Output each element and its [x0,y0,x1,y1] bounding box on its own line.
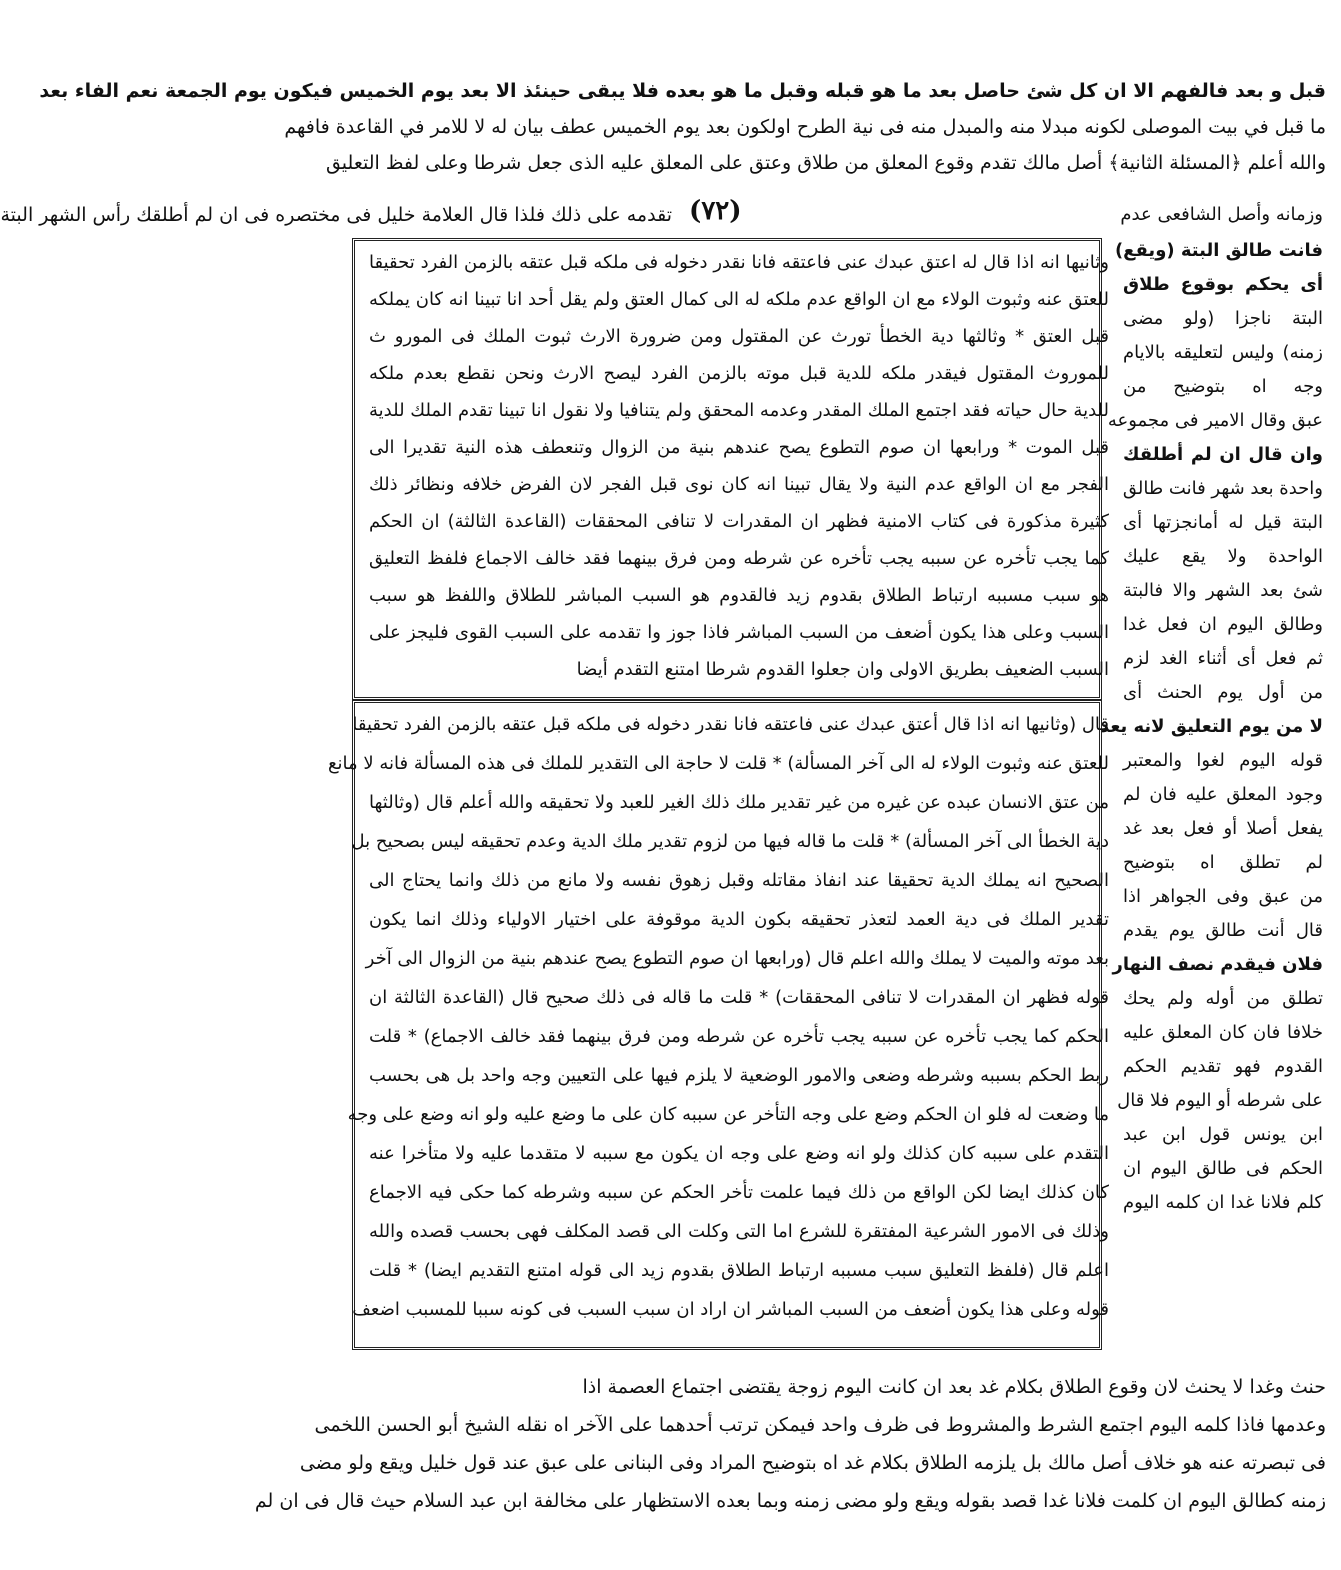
main-text-line: الفجر مع ان الواقع عدم النية ولا يقال تبينا انه كان نوى قبل الفجر لان الفرض خلافه ونظائر ذلك [369,474,1109,495]
margin-line: وطالق اليوم ان فعل غدا [1123,614,1323,635]
margin-line: وان قال ان لم أطلقك [1123,444,1323,465]
main-text-line: للدية حال حياته فقد اجتمع الملك المقدر وعدمه المحقق ولم يتنافيا ولا نقول انا تبينا تقدم الملك للدية [369,400,1109,421]
margin-line: من عبق وفى الجواهر اذا [1123,886,1323,907]
top-text-line-4: تقدمه على ذلك فلذا قال العلامة خليل فى مختصره فى ان لم أطلقك رأس الشهر البتة [0,204,672,226]
main-text-line: كما يجب تأخره عن سببه يجب تأخره عن شرطه ومن فرق بينهما فقد خالف الاجماع فلفظ التعليق [369,548,1109,569]
margin-line: فانت طالق البتة (ويقع) [1114,240,1323,261]
margin-line: خلافا فان كان المعلق عليه [1123,1022,1323,1043]
margin-line: لم تطلق اه بتوضيح [1123,852,1323,873]
top-text-line-2: ما قبل في بيت الموصلى لكونه مبدلا منه والمبدل منه فى نية الطرح اولكون بعد يوم الخميس عطف بيان له لا للامر في القاعدة فافهم [284,116,1326,138]
margin-line: من أول يوم الحنث أى [1123,682,1323,703]
margin-line: الحكم فى طالق اليوم ان [1123,1158,1323,1179]
margin-line: زمنه) وليس لتعليقه بالايام [1123,342,1323,363]
margin-line: عبق وقال الامير فى مجموعه [1107,410,1323,431]
margin-line: البتة قيل له أمانجزتها أى [1123,512,1323,533]
top-text-line-1: قبل و بعد فالفهم الا ان كل شئ حاصل بعد ما هو قبله وقبل ما هو بعده فلا يبقى حينئذ الا بعد يوم الخميس فيكون يوم الجمعة نعم الفاء بعد [39,80,1326,102]
margin-line: قال أنت طالق يوم يقدم [1123,920,1323,941]
bottom-text-line-4: زمنه كطالق اليوم ان كلمت فلانا غدا قصد بقوله ويقع ولو مضى زمنه وبما بعده الاستظهار على مخالفة ابن عبد السلام حيث قال فى ان لم [254,1490,1326,1512]
commentary-line: الصحيح انه يملك الدية تحقيقا عند انفاذ مقاتله وقبل زهوق نفسه ولا مانع من ذلك وانما يحتاج الى [369,870,1109,891]
margin-line: كلم فلانا غدا ان كلمه اليوم [1123,1192,1323,1213]
main-text-line: للعتق عنه وثبوت الولاء مع ان الواقع عدم ملكه له الى كمال العتق ولم يقل أحد انا تبينا انه كان يملكه [369,289,1109,310]
main-text-line: السبب وعلى هذا يكون أضعف من السبب المباشر فاذا جوز وا تقدمه على السبب القوى فليجز على [369,622,1109,643]
commentary-line: ما وضعت له فلو ان الحكم وضع على وجه التأخر عن سببه كان على ما وضع عليه ولو انه وضع على وجه [347,1104,1109,1125]
commentary-line: تقدير الملك فى دية العمد لتعذر تحقيقه بكون الدية موقوفة على اختيار الاولياء وذلك انما يكون [369,909,1109,930]
commentary-line: دية الخطأ الى آخر المسألة) * قلت ما قاله فيها من لزوم تقدير ملك الدية وعدم تحقيقه ليس بصحيح بل [351,831,1109,852]
main-text-line: كثيرة مذكورة فى كتاب الامنية فظهر ان المقدرات لا تنافى المحققات (القاعدة الثالثة) ان الحكم [369,511,1109,532]
commentary-line: التقدم على سببه كان كذلك ولو انه وضع على وجه ان يكون مع سببه لا متقدما عليه ولا متأخرا عنه [369,1143,1109,1164]
margin-line: وجه اه بتوضيح من [1123,376,1323,397]
commentary-line: اعلم قال (فلفظ التعليق سبب مسببه ارتباط الطلاق بقدوم زيد الى قوله امتنع التقديم ايضا) * قلت [369,1260,1109,1281]
bottom-text-line-2: وعدمها فاذا كلمه اليوم اجتمع الشرط والمشروط فى ظرف واحد فيمكن ترتب أحدهما على الآخر اه نقله الشيخ أبو الحسن اللخمى [314,1414,1326,1436]
margin-line: ثم فعل أى أثناء الغد لزم [1123,648,1323,669]
main-text-line: قبل العتق * وثالثها دية الخطأ تورث عن المقتول ومن ضرورة الارث ثبوت الملك فى المورو ث [369,326,1109,347]
commentary-line: من عتق الانسان عبده عن غيره من غير تقدير ملك ذلك الغير للعبد ولا تحقيقه والله أعلم قال (وثالثها [369,792,1109,813]
commentary-line: للعتق عنه وثبوت الولاء له الى آخر المسألة) * قلت لا حاجة الى التقدير للملك فى هذه المسألة فانه لا مانع [327,753,1109,774]
margin-line: ابن يونس قول ابن عبد [1123,1124,1323,1145]
commentary-line: ربط الحكم بسببه وشرطه وضعى والامور الوضعية لا يلزم فيها على التعيين وجه واحد بل هى بحسب [369,1065,1109,1086]
margin-line: قوله اليوم لغوا والمعتبر [1123,750,1323,771]
commentary-line: وذلك فى الامور الشرعية المفتقرة للشرع اما التى وكلت الى قصد المكلف فهى بحسب قصده والله [369,1221,1109,1242]
page-number: (٧٢) [689,196,742,226]
margin-line: يفعل أصلا أو فعل بعد غد [1123,818,1323,839]
margin-line: شئ بعد الشهر والا فالبتة [1123,580,1323,601]
main-text-line: السبب الضعيف بطريق الاولى وان جعلوا القدوم شرطا امتنع التقدم أيضا [576,659,1109,680]
main-text-line: قبل الموت * ورابعها ان صوم التطوع يصح عندهم بنية من الزوال وتنعطف هذه النية تقديرا الى [369,437,1109,458]
top-text-line-3: والله أعلم ﴿المسئلة الثانية﴾ أصل مالك تقدم وقوع المعلق من طلاق وعتق على المعلق عليه الذى جعل شرطا وعلى لفظ التعليق [325,152,1326,174]
margin-line: القدوم فهو تقديم الحكم [1123,1056,1323,1077]
commentary-line: قال (وثانيها انه اذا قال أعتق عبدك عنى فاعتقه فانا نقدر دخوله فى ملكه قبل عتقه بالزمن الفرد تحقيقا [352,714,1109,735]
main-text-line: هو سبب مسببه ارتباط الطلاق بقدوم زيد فالقدوم هو السبب المباشر للطلاق واللفظ هو سبب [369,585,1109,606]
margin-line: الواحدة ولا يقع عليك [1123,546,1323,567]
main-text-line: وثانيها انه اذا قال له اعتق عبدك عنى فاعتقه فانا نقدر دخوله فى ملكه قبل عتقه بالزمن الفرد تحقيقا [369,252,1109,273]
commentary-line: قوله وعلى هذا يكون أضعف من السبب المباشر ان اراد ان سبب السبب فى كونه سببا للمسبب اضعف [352,1299,1109,1320]
commentary-line: بعد موته والميت لا يملك والله اعلم قال (ورابعها ان صوم التطوع يصح عندهم بنية من الزوال الى آخر [365,948,1109,969]
margin-line: على شرطه أو اليوم فلا قال [1117,1090,1323,1111]
bottom-text-line-3: فى تبصرته عنه هو خلاف أصل مالك بل يلزمه الطلاق بكلام غد اه بتوضيح المراد وفى البنانى على عبق عند قول خليل ويقع ولو مضى [299,1452,1326,1474]
margin-line: تطلق من أوله ولم يحك [1123,988,1323,1009]
main-text-line: للموروث المقتول فيقدر ملكه للدية قبل موته بالزمن الفرد ليصح الارث ونحن نقطع بعدم ملكه [369,363,1109,384]
commentary-line: كان كذلك ايضا لكن الواقع من ذلك فيما علمت تأخر الحكم عن سببه وشرطه كما حكى فيه الاجماع [369,1182,1109,1203]
margin-line: واحدة بعد شهر فانت طالق [1122,478,1323,499]
margin-line: فلان فيقدم نصف النهار [1112,954,1323,975]
margin-line: لا من يوم التعليق لانه يعد [1099,716,1323,737]
margin-line: وزمانه وأصل الشافعى عدم [1120,204,1323,225]
margin-line: وجود المعلق عليه فان لم [1123,784,1323,805]
commentary-line: الحكم كما يجب تأخره عن سببه يجب تأخره عن شرطه ومن فرق بينهما فقد خالف الاجماع) * قلت [369,1026,1109,1047]
commentary-line: قوله فظهر ان المقدرات لا تنافى المحققات) * قلت ما قاله فى ذلك صحيح قال (القاعدة الثالثة ان [369,987,1109,1008]
margin-line: البتة ناجزا (ولو مضى [1123,308,1323,329]
margin-line: أى يحكم بوقوع طلاق [1123,274,1323,295]
bottom-text-line-1: حنث وغدا لا يحنث لان وقوع الطلاق بكلام غد بعد ان كانت اليوم زوجة يقتضى اجتماع العصمة اذا [582,1376,1326,1398]
